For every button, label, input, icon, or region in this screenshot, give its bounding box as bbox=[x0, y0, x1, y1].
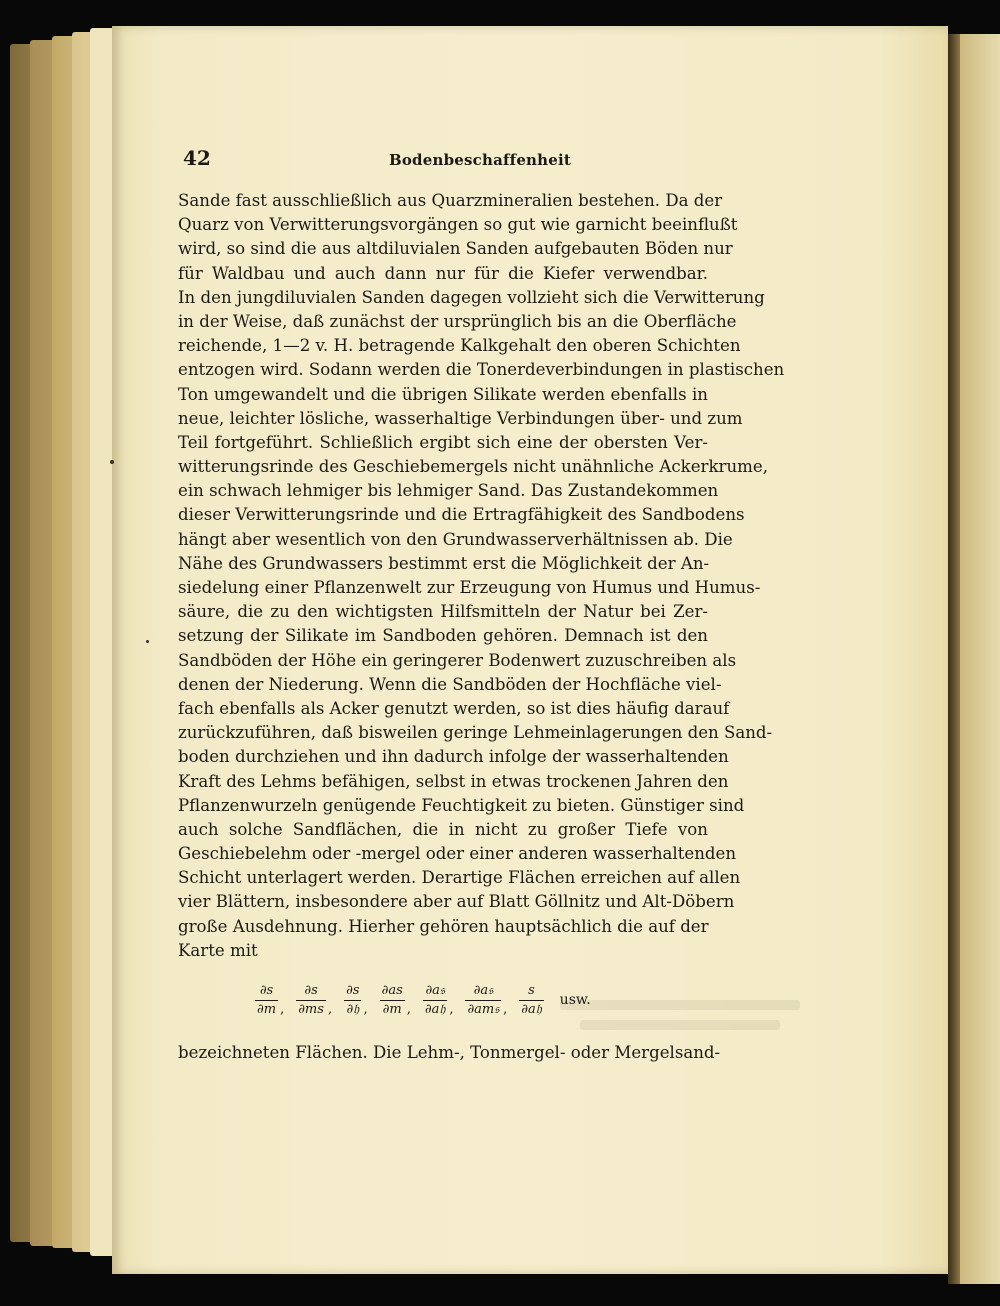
page-number: 42 bbox=[183, 146, 211, 170]
text-line: Kraft des Lehms befähigen, selbst in etwas trockenen Jahren den bbox=[178, 771, 729, 791]
fraction-bar bbox=[296, 1000, 326, 1001]
book-gutter bbox=[948, 34, 960, 1284]
text-line: ein schwach lehmiger bis lehmiger Sand. Das Zustandekommen bbox=[178, 481, 719, 501]
fraction-denominator: ∂m bbox=[382, 1001, 402, 1017]
text-line: denen der Niederung. Wenn die Sandböden der Hochfläche viel- bbox=[178, 674, 722, 694]
fraction-separator: , bbox=[406, 1001, 411, 1017]
text-line: große Ausdehnung. Hierher gehören hauptsächlich die auf der bbox=[178, 916, 709, 936]
text-line: Pflanzenwurzeln genügende Feuchtigkeit zu bieten. Günstiger sind bbox=[178, 795, 745, 815]
text-line: neue, leichter lösliche, wasserhaltige Verbindungen über- und zum bbox=[178, 408, 743, 428]
text-line: Karte mit bbox=[178, 940, 258, 960]
text-line: setzung der Silikate im Sandboden gehören. Demnach ist den bbox=[178, 626, 708, 646]
fraction-numerator: ∂s bbox=[304, 982, 318, 998]
text-line: auch solche Sandflächen, die in nicht zu großer Tiefe von bbox=[178, 819, 708, 839]
ink-speck bbox=[146, 640, 149, 643]
fraction-bar bbox=[380, 1000, 405, 1001]
partial-derivative-fraction bbox=[296, 983, 326, 1018]
fraction-denominator: ∂m bbox=[257, 1001, 277, 1017]
fraction-numerator: ∂a𝔰 bbox=[473, 982, 493, 998]
text-line: In den jungdiluvialen Sanden dagegen vollzieht sich die Verwitterung bbox=[178, 287, 765, 307]
body-text bbox=[178, 189, 785, 963]
fraction-separator: , bbox=[280, 1001, 285, 1017]
fraction-bar bbox=[519, 1000, 543, 1001]
text-line: zurückzuführen, daß bisweilen geringe Lehmeinlagerungen den Sand- bbox=[178, 723, 773, 743]
fraction-denominator: ∂𝔥 bbox=[346, 1001, 360, 1017]
fraction-separator: , bbox=[363, 1001, 368, 1017]
fraction-numerator: ∂a𝔰 bbox=[425, 982, 445, 998]
fraction-denominator: ∂a𝔥 bbox=[424, 1001, 446, 1017]
fraction-denominator: ∂ms bbox=[298, 1001, 324, 1017]
bleed-through bbox=[560, 1000, 800, 1010]
fraction-separator: , bbox=[449, 1001, 454, 1017]
text-line: wird, so sind die aus altdiluvialen Sanden aufgebauten Böden nur bbox=[178, 239, 733, 259]
fraction-bar bbox=[423, 1000, 447, 1001]
partial-derivative-fraction bbox=[255, 983, 278, 1018]
text-line: Quarz von Verwitterungsvorgängen so gut wie garnicht beeinflußt bbox=[178, 215, 738, 235]
fraction-numerator: ∂s bbox=[259, 982, 274, 998]
partial-derivative-fraction bbox=[423, 983, 447, 1018]
text-line: reichende, 1—2 v. H. betragende Kalkgehalt den oberen Schichten bbox=[178, 336, 741, 356]
text-line: Teil fortgeführt. Schließlich ergibt sich eine der obersten Ver- bbox=[178, 432, 708, 452]
text-line: vier Blättern, insbesondere aber auf Blatt Göllnitz und Alt-Döbern bbox=[178, 892, 735, 912]
text-line: fach ebenfalls als Acker genutzt werden, so ist dies häufig darauf bbox=[178, 698, 730, 718]
fraction-denominator: ∂am𝔰 bbox=[467, 1001, 500, 1017]
partial-derivative-fraction bbox=[380, 983, 405, 1018]
running-head: Bodenbeschaffenheit bbox=[388, 151, 572, 169]
text-line: dieser Verwitterungsrinde und die Ertragfähigkeit des Sandbodens bbox=[178, 505, 745, 525]
text-line: Sande fast ausschließlich aus Quarzmineralien bestehen. Da der bbox=[178, 191, 723, 210]
formula-line bbox=[255, 975, 591, 1025]
formula-suffix: usw. bbox=[559, 992, 591, 1008]
fraction-bar bbox=[465, 1000, 501, 1001]
text-line: hängt aber wesentlich von den Grundwasserverhältnissen ab. Die bbox=[178, 529, 733, 549]
fraction-bar bbox=[344, 1000, 361, 1001]
text-line: in der Weise, daß zunächst der ursprünglich bis an die Oberfläche bbox=[178, 311, 737, 331]
text-line: siedelung einer Pflanzenwelt zur Erzeugung von Humus und Humus- bbox=[178, 578, 761, 597]
fraction-numerator: s bbox=[528, 982, 535, 998]
text-line: Nähe des Grundwassers bestimmt erst die Möglichkeit der An- bbox=[178, 553, 710, 573]
fraction-numerator: ∂as bbox=[381, 982, 403, 998]
text-line: boden durchziehen und ihn dadurch infolge der wasserhaltenden bbox=[178, 747, 729, 767]
text-line: Ton umgewandelt und die übrigen Silikate werden ebenfalls in bbox=[178, 384, 708, 404]
text-line: witterungsrinde des Geschiebemergels nicht unähnliche Ackerkrume, bbox=[178, 457, 768, 477]
fraction-separator: , bbox=[327, 1001, 333, 1017]
text-line: säure, die zu den wichtigsten Hilfsmitteln der Natur bei Zer- bbox=[178, 602, 708, 622]
closing-line: bezeichneten Flächen. Die Lehm-, Tonmergel- oder Mergelsand- bbox=[178, 1043, 721, 1062]
fraction-denominator: ∂a𝔥 bbox=[521, 1001, 542, 1017]
fraction-separator: , bbox=[503, 1001, 508, 1017]
text-line: Geschiebelehm oder -mergel oder einer anderen wasserhaltenden bbox=[178, 844, 737, 864]
bleed-through bbox=[580, 1020, 780, 1030]
text-line: entzogen wird. Sodann werden die Tonerdeverbindungen in plastischen bbox=[178, 360, 785, 380]
partial-derivative-fraction bbox=[519, 983, 543, 1018]
fraction-bar bbox=[255, 1000, 278, 1001]
partial-derivative-fraction bbox=[344, 983, 361, 1018]
fraction-numerator: ∂s bbox=[346, 982, 360, 998]
next-page-sliver bbox=[960, 34, 1000, 1284]
partial-derivative-fraction bbox=[465, 983, 501, 1018]
text-line: Sandböden der Höhe ein geringerer Bodenwert zuzuschreiben als bbox=[178, 650, 737, 670]
text-line: für Waldbau und auch dann nur für die Kiefer verwendbar. bbox=[178, 263, 708, 283]
ink-speck bbox=[110, 460, 114, 464]
text-line: Schicht unterlagert werden. Derartige Flächen erreichen auf allen bbox=[178, 868, 741, 888]
